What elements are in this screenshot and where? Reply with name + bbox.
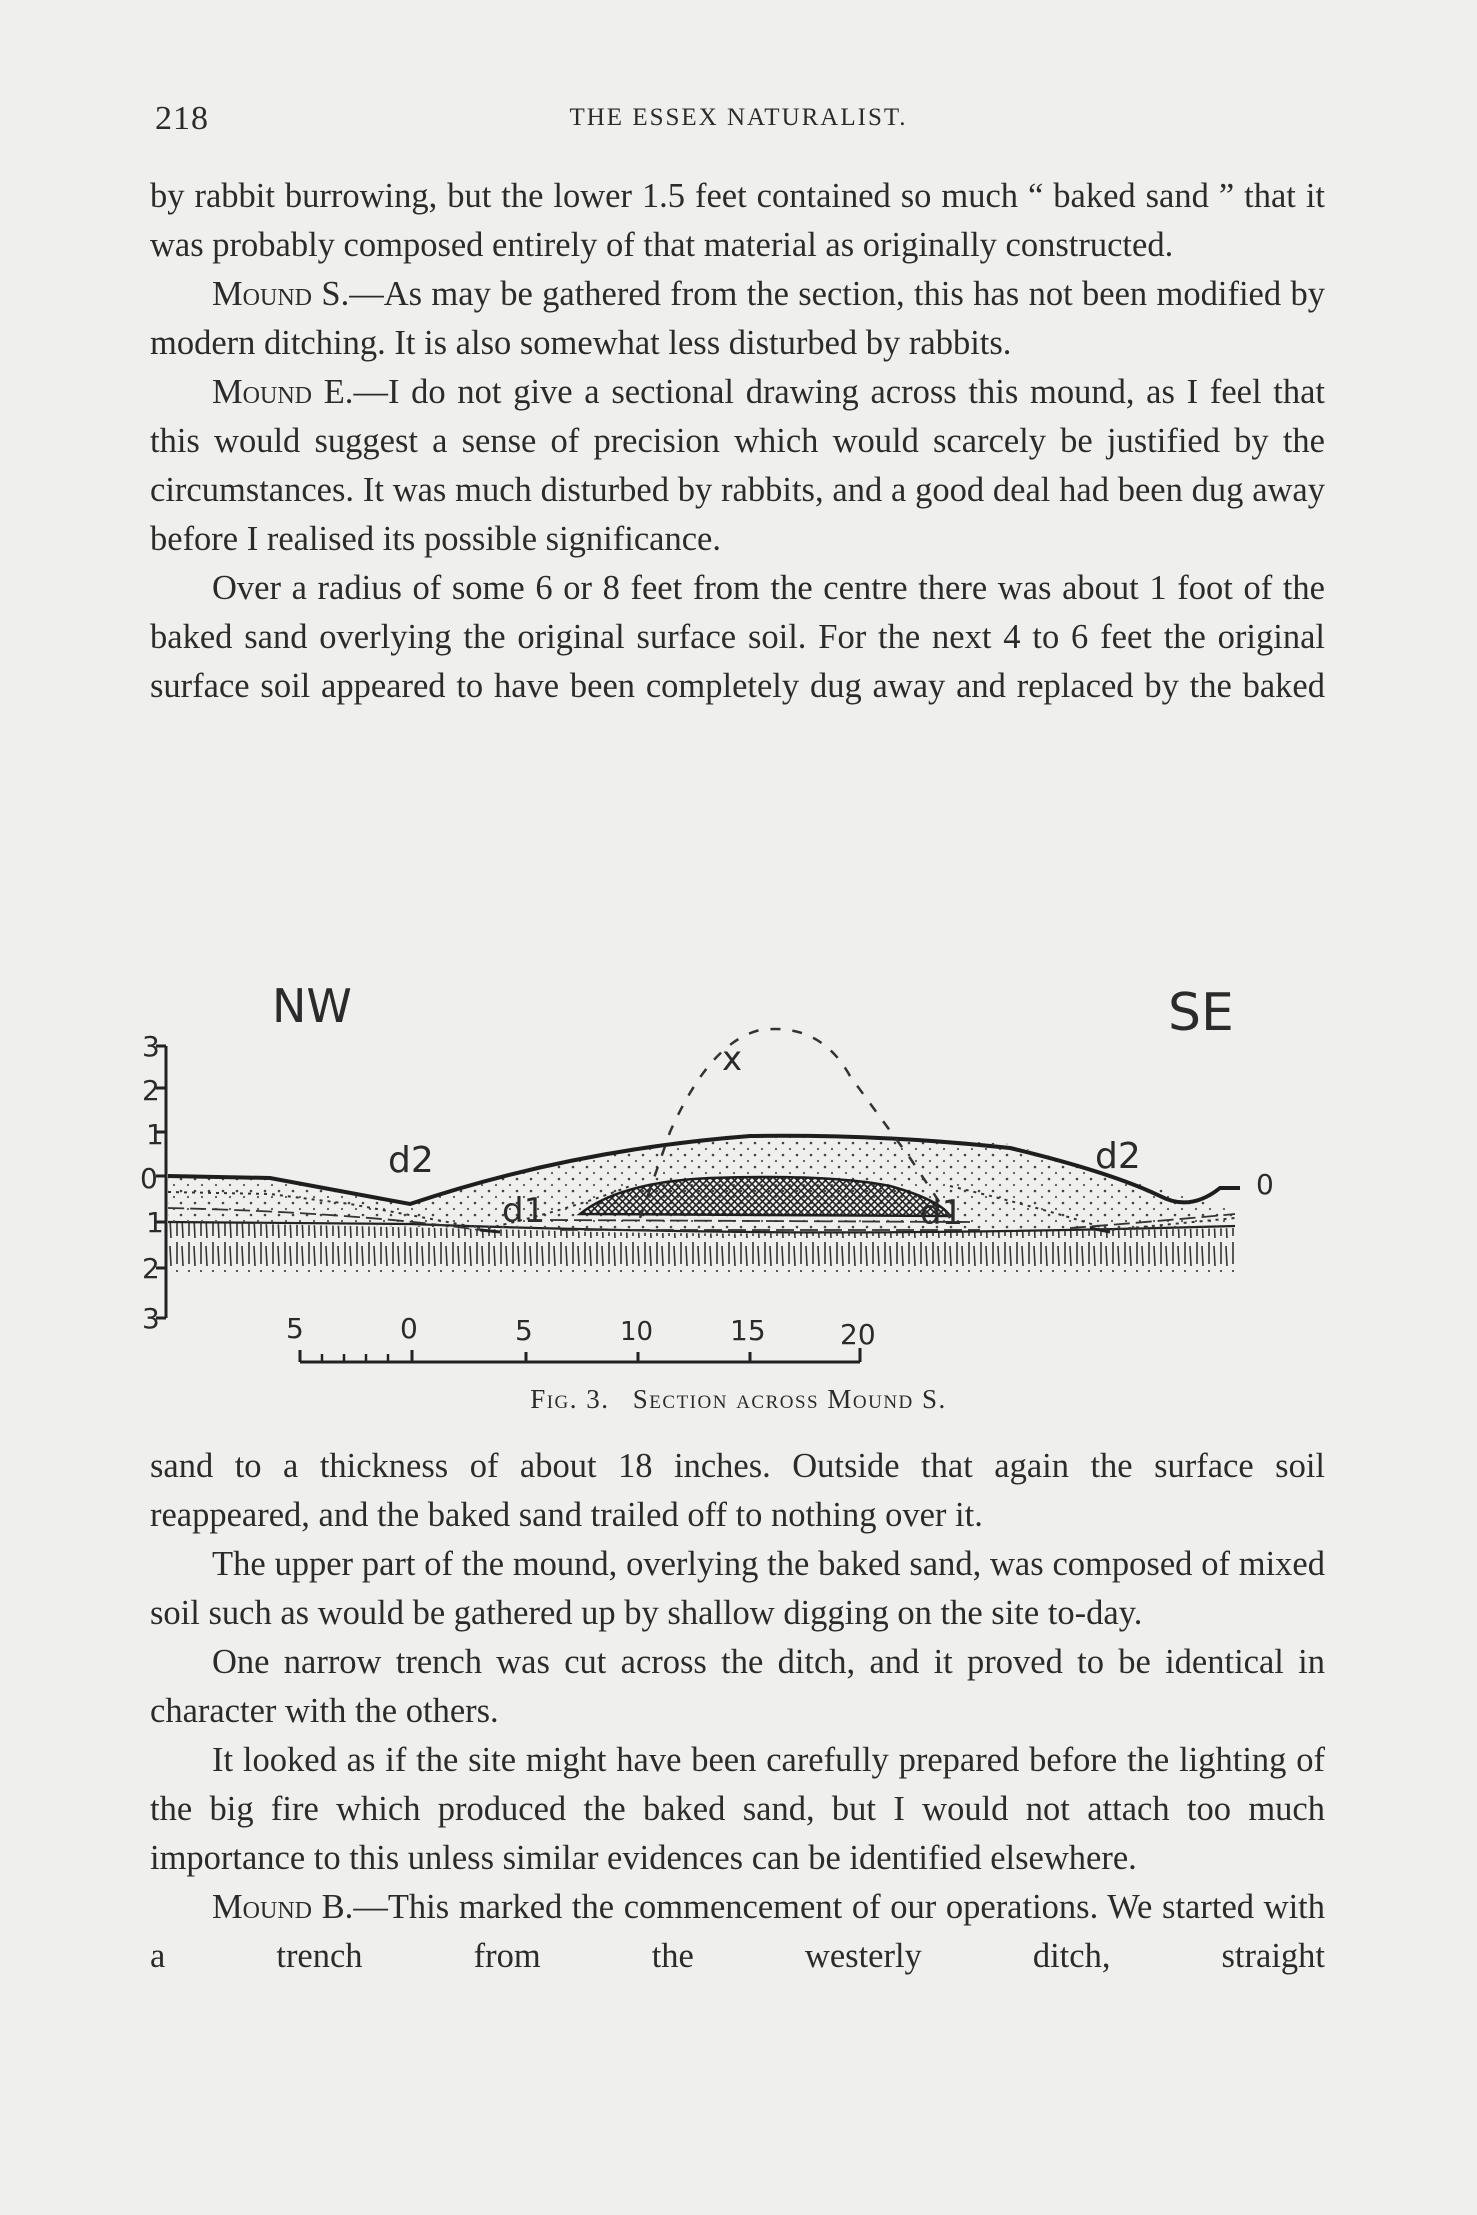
section-heading: Mound S. [212,275,350,313]
label-d2-right: d2 [1095,1136,1141,1177]
vscale-tick-label: 1 [146,1206,164,1239]
paragraph-text: —As may be gathered from the section, this has not been modified by modern ditching. It is also somewhat less disturbed by rabbits. [150,275,1325,362]
figure-section-diagram [140,960,1325,1390]
caption-figure-number: Fig. 3. [530,1384,610,1414]
horizontal-scale [286,1312,876,1362]
text-block-bottom [150,1442,1325,1981]
label-zero-datum: 0 [1256,1168,1274,1201]
vscale-tick-label: 3 [142,1302,160,1335]
paragraph: Over a radius of some 6 or 8 feet from the centre there was about 1 foot of the baked sand overlying the original surface soil. For the next 4 to 6 feet the original surface soil appeared to have been completely dug away and replaced by the baked [150,569,1325,705]
paragraph: by rabbit burrowing, but the lower 1.5 feet contained so much “ baked sand ” that it was probably composed entirely of that material as originally constructed. [150,177,1325,264]
label-x: x [722,1039,743,1079]
label-nw: NW [272,979,352,1033]
text-block-top [150,172,1325,711]
label-d2-left: d2 [388,1140,434,1181]
hscale-tick-label: 0 [400,1312,418,1345]
section-heading: Mound B. [212,1888,354,1926]
paragraph-mound-s [150,270,1325,368]
vertical-scale [140,1030,166,1335]
paragraph-text: —This marked the commencement of our operations. We started with a trench from the westerly ditch, straight [150,1888,1326,1975]
hscale-tick-label: 5 [286,1312,304,1345]
running-head: THE ESSEX NATURALIST. [569,104,908,131]
paragraph-mound-b [150,1883,1325,1981]
paragraph: The upper part of the mound, overlying the baked sand, was composed of mixed soil such as would be gathered up by shallow digging on the site to-day. [150,1545,1325,1632]
hscale-tick-label: 15 [730,1314,766,1347]
label-d1-right: d1 [920,1193,964,1233]
section-heading: Mound E. [212,373,354,411]
paragraph-text: —I do not give a sectional drawing across this mound, as I feel that this would suggest a sense of precision which would scarcely be justified by the circumstances. It was much disturbed by rabbits, and a good deal had been dug away before I realised its possible significance. [150,373,1326,558]
paragraph-mound-e [150,368,1325,564]
vscale-tick-label: 3 [142,1030,160,1063]
page-number: 218 [155,100,209,137]
paragraph: It looked as if the site might have been carefully prepared before the lighting of the big fire which produced the baked sand, but I would not attach too much importance to this unless similar evidences can be identified elsewhere. [150,1741,1325,1877]
vscale-tick-label: 1 [146,1118,164,1151]
hscale-tick-label: 10 [620,1317,654,1347]
hscale-tick-label: 5 [515,1314,533,1347]
paragraph: One narrow trench was cut across the ditch, and it proved to be identical in character with the others. [150,1643,1325,1730]
label-d1-left: d1 [502,1191,546,1231]
vscale-tick-label: 2 [142,1252,160,1285]
section-drawing [140,960,1325,1390]
figure-caption [0,1384,1477,1415]
label-se: SE [1168,983,1234,1043]
paragraph: sand to a thickness of about 18 inches. Outside that again the surface soil reappeared, and the baked sand trailed off to nothing over it. [150,1447,1325,1534]
vscale-tick-label: 2 [142,1074,160,1107]
vscale-tick-label: 0 [140,1162,158,1195]
hscale-tick-label: 20 [840,1318,876,1351]
caption-title: Section across Mound S. [632,1384,947,1414]
